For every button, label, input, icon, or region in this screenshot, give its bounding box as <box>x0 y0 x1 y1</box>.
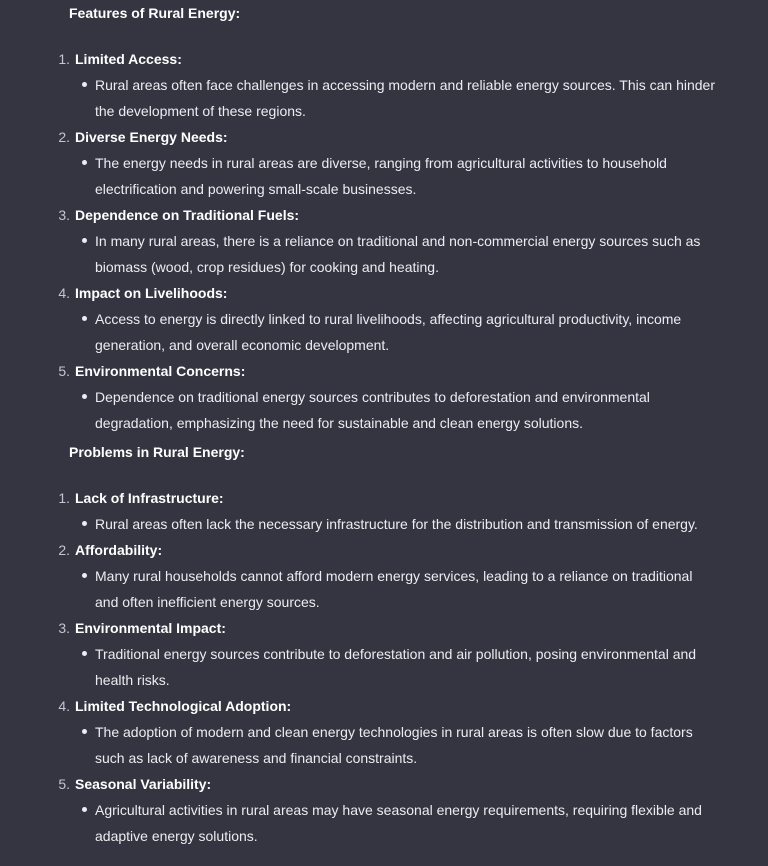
sub-bullet-text: Rural areas often lack the necessary infrastructure for the distribution and transmission of energy. <box>95 516 698 532</box>
section-heading-problems: Problems in Rural Energy: <box>69 444 245 460</box>
problems-list <box>0 485 768 849</box>
bullet-icon <box>82 394 87 399</box>
item-number: 4. <box>58 285 70 301</box>
sub-bullet <box>95 306 715 358</box>
bullet-icon <box>82 573 87 578</box>
item-number: 5. <box>58 363 70 379</box>
list-item <box>0 124 768 202</box>
item-title: Impact on Livelihoods: <box>75 285 228 301</box>
sub-bullet-text: Access to energy is directly linked to rural livelihoods, affecting agricultural productivity, income generation, and overall economic development. <box>95 311 682 353</box>
bullet-icon <box>82 729 87 734</box>
item-title: Lack of Infrastructure: <box>75 490 224 506</box>
sub-bullet-text: Traditional energy sources contribute to deforestation and air pollution, posing environmental and health risks. <box>95 646 697 688</box>
sub-bullet <box>95 228 715 280</box>
sub-bullet-text: Dependence on traditional energy sources contributes to deforestation and environmental degradation, emphasizing the need for sustainable and clean energy solutions. <box>95 389 650 431</box>
sub-bullet-text: In many rural areas, there is a reliance on traditional and non-commercial energy sources such as biomass (wood, crop residues) for cooking and heating. <box>95 233 701 275</box>
bullet-icon <box>82 82 87 87</box>
bullet-icon <box>82 807 87 812</box>
list-item <box>0 202 768 280</box>
sub-bullet <box>95 384 715 436</box>
list-item <box>0 358 768 436</box>
list-item <box>0 771 768 849</box>
item-title: Limited Access: <box>75 51 182 67</box>
item-number: 1. <box>58 51 70 67</box>
list-item <box>0 46 768 124</box>
sub-bullet <box>95 72 715 124</box>
sub-bullet <box>95 719 715 771</box>
bullet-icon <box>82 238 87 243</box>
item-number: 4. <box>58 698 70 714</box>
item-title: Diverse Energy Needs: <box>75 129 228 145</box>
item-number: 1. <box>58 490 70 506</box>
bullet-icon <box>82 651 87 656</box>
list-item <box>0 615 768 693</box>
sub-bullet-text: The energy needs in rural areas are diverse, ranging from agricultural activities to household electrification and powering small-scale businesses. <box>95 155 667 197</box>
sub-bullet-text: Agricultural activities in rural areas may have seasonal energy requirements, requiring flexible and adaptive energy solutions. <box>95 802 702 844</box>
list-item <box>0 693 768 771</box>
sub-bullet <box>95 150 715 202</box>
bullet-icon <box>82 316 87 321</box>
sub-bullet <box>95 563 715 615</box>
bullet-icon <box>82 160 87 165</box>
sub-bullet <box>95 511 715 537</box>
sub-bullet-text: Many rural households cannot afford modern energy services, leading to a reliance on traditional and often inefficient energy sources. <box>95 568 693 610</box>
item-title: Environmental Impact: <box>75 620 226 636</box>
item-number: 5. <box>58 776 70 792</box>
sub-bullet <box>95 797 715 849</box>
section-heading-features: Features of Rural Energy: <box>69 5 241 21</box>
bullet-icon <box>82 521 87 526</box>
list-item <box>0 485 768 537</box>
sub-bullet-text: The adoption of modern and clean energy technologies in rural areas is often slow due to factors such as lack of awareness and financial constraints. <box>95 724 693 766</box>
list-item <box>0 537 768 615</box>
list-item <box>0 280 768 358</box>
item-title: Dependence on Traditional Fuels: <box>75 207 300 223</box>
sub-bullet-text: Rural areas often face challenges in accessing modern and reliable energy sources. This can hinder the development of these regions. <box>95 77 715 119</box>
item-number: 2. <box>58 542 70 558</box>
features-list <box>0 46 768 436</box>
item-number: 3. <box>58 207 70 223</box>
item-title: Environmental Concerns: <box>75 363 246 379</box>
item-number: 3. <box>58 620 70 636</box>
item-title: Affordability: <box>75 542 163 558</box>
item-title: Limited Technological Adoption: <box>75 698 292 714</box>
item-number: 2. <box>58 129 70 145</box>
item-title: Seasonal Variability: <box>75 776 212 792</box>
sub-bullet <box>95 641 715 693</box>
